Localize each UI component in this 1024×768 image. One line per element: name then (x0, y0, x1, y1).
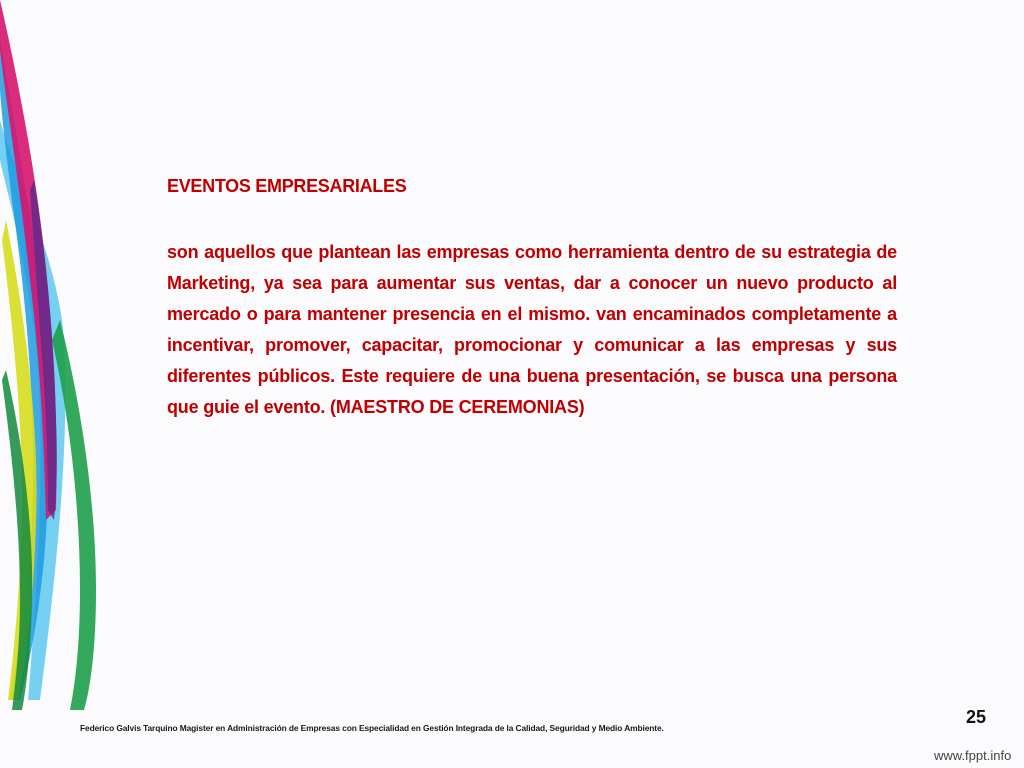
page-number: 25 (966, 707, 987, 727)
slide-title: EVENTOS EMPRESARIALES (167, 176, 407, 196)
footer-author-text: Federico Galvis Tarquino Magister en Administración de Empresas con Especialidad en Gestión Integrada de la Calidad, Seguridad y Medio Ambiente. (80, 723, 664, 733)
watermark-url: www.fppt.info (934, 748, 1012, 763)
slide-body-text: son aquellos que plantean las empresas como herramienta dentro de su estrategia de Marketing, ya sea para aumentar sus ventas, dar a conocer un nuevo producto al mercado o para mantener presencia en el mismo. van encaminados completamente a incentivar, promover, capacitar, promocionar y comunicar a las empresas y sus diferentes públicos. Este requiere de una buena presentación, se busca una persona que guie el evento. (MAESTRO DE CEREMONIAS) (167, 242, 897, 417)
